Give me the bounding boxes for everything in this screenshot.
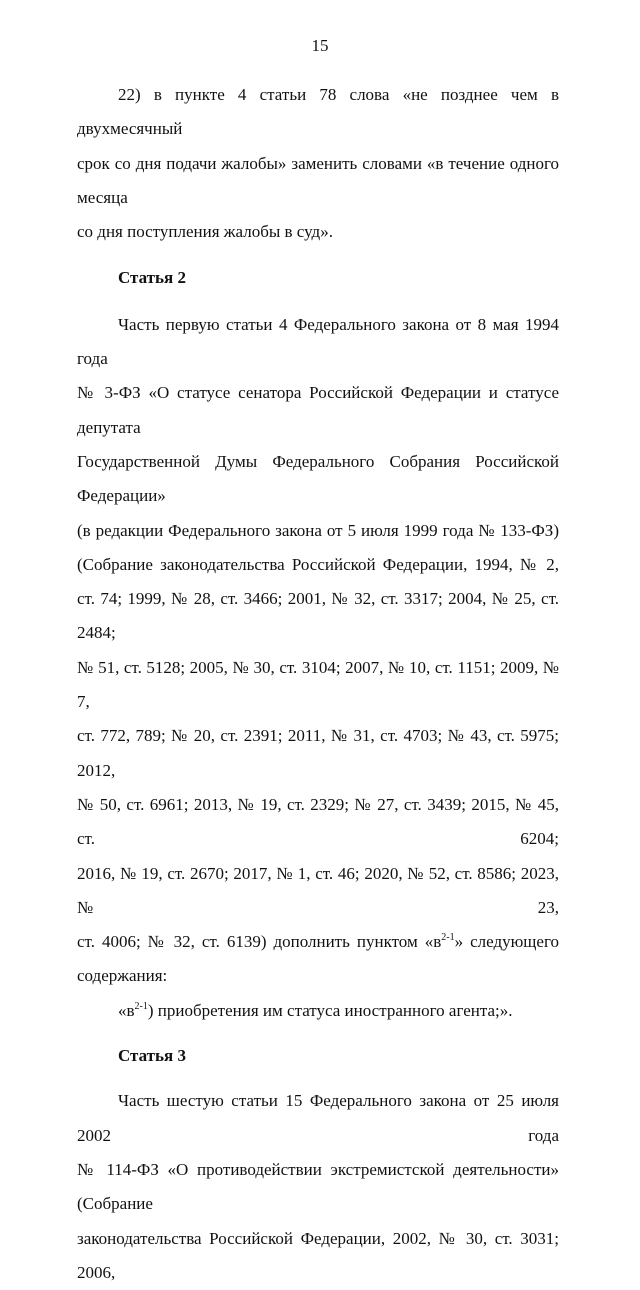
text-line: № 3-ФЗ «О статусе сенатора Российской Федерации и статусе депутата [77, 376, 559, 445]
superscript: 2-1 [441, 932, 454, 943]
text-line: Часть первую статьи 4 Федерального закона от 8 мая 1994 года [77, 308, 559, 377]
document-body [77, 78, 559, 1290]
text-line: (Собрание законодательства Российской Федерации, 1994, № 2, [77, 548, 559, 582]
superscript: 2-1 [135, 1001, 148, 1012]
text-line: срок со дня подачи жалобы» заменить словами «в течение одного месяца [77, 147, 559, 216]
text-line: 22) в пункте 4 статьи 78 слова «не позднее чем в двухмесячный [77, 78, 559, 147]
text-line: Государственной Думы Федерального Собрания Российской Федерации» [77, 445, 559, 514]
text-line: № 114-ФЗ «О противодействии экстремистской деятельности» (Собрание [77, 1153, 559, 1222]
page-number: 15 [0, 36, 640, 56]
text-line: (в редакции Федерального закона от 5 июля 1999 года № 133-ФЗ) [77, 514, 559, 548]
text-fragment: «в [118, 1001, 135, 1020]
paragraph-item-22 [77, 78, 559, 249]
text-line: № 50, ст. 6961; 2013, № 19, ст. 2329; № 27, ст. 3439; 2015, № 45, ст. 6204; [77, 788, 559, 857]
article-2-insert-item [77, 994, 559, 1028]
text-fragment: » следующего [455, 932, 559, 951]
article-3-heading: Статья 3 [77, 1039, 559, 1073]
text-line: № 51, ст. 5128; 2005, № 30, ст. 3104; 2007, № 10, ст. 1151; 2009, № 7, [77, 651, 559, 720]
text-fragment: ст. 4006; № 32, ст. 6139) дополнить пунктом «в [77, 932, 441, 951]
text-line: 2016, № 19, ст. 2670; 2017, № 1, ст. 46; 2020, № 52, ст. 8586; 2023, № 23, [77, 857, 559, 926]
text-line: Часть шестую статьи 15 Федерального закона от 25 июля 2002 года [77, 1084, 559, 1153]
text-line: ст. 74; 1999, № 28, ст. 3466; 2001, № 32, ст. 3317; 2004, № 25, ст. 2484; [77, 582, 559, 651]
text-line: законодательства Российской Федерации, 2002, № 30, ст. 3031; 2006, [77, 1222, 559, 1290]
text-line: со дня поступления жалобы в суд». [77, 215, 559, 249]
text-line-with-superscript [77, 925, 559, 959]
article-2-paragraph [77, 308, 559, 994]
article-2-heading: Статья 2 [77, 261, 559, 295]
text-line: ст. 772, 789; № 20, ст. 2391; 2011, № 31, ст. 4703; № 43, ст. 5975; 2012, [77, 719, 559, 788]
text-fragment: ) приобретения им статуса иностранного агента;». [148, 1001, 513, 1020]
article-3-paragraph [77, 1084, 559, 1290]
text-line: содержания: [77, 959, 559, 993]
